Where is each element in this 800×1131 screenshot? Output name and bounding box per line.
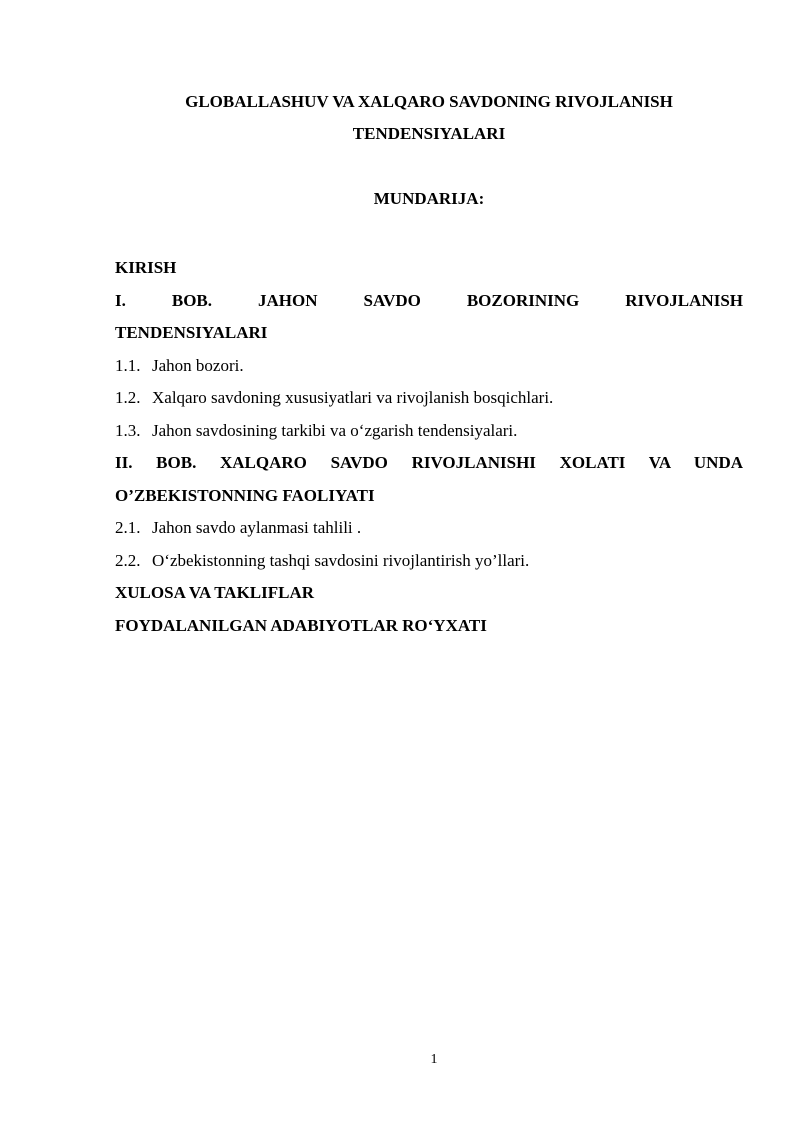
toc-section-title: Jahon bozori. bbox=[152, 355, 244, 375]
toc-item-section-1-3 bbox=[115, 415, 743, 448]
toc-section-number: 2.1. bbox=[115, 518, 141, 537]
toc-section-number: 2.2. bbox=[115, 550, 141, 570]
toc-item-chapter-1: I. BOB. JAHON SAVDO BOZORINING RIVOJLANISH bbox=[115, 290, 743, 310]
toc-item-chapter-2-continued: O’ZBEKISTONNING FAOLIYATI bbox=[115, 485, 375, 505]
contents-heading: MUNDARIJA: bbox=[373, 189, 485, 208]
toc-section-title: Jahon savdo aylanmasi tahlili . bbox=[152, 518, 362, 537]
toc-item-conclusion: XULOSA VA TAKLIFLAR bbox=[115, 583, 315, 602]
table-of-contents bbox=[115, 252, 743, 642]
toc-section-number: 1.2. bbox=[115, 388, 141, 407]
toc-item-section-1-2 bbox=[115, 382, 743, 415]
toc-section-title: Xalqaro savdoning xususiyatlari va rivojlanish bosqichlari. bbox=[152, 388, 554, 407]
toc-section-title: Jahon savdosining tarkibi va o‘zgarish tendensiyalari. bbox=[152, 420, 518, 440]
document-title bbox=[115, 86, 743, 150]
document-title-line-1: GLOBALLASHUV VA XALQARO SAVDONING RIVOJLANISH bbox=[185, 92, 673, 111]
toc-section-title: O‘zbekistonning tashqi savdosini rivojlantirish yo’llari. bbox=[152, 550, 530, 570]
toc-item-introduction: KIRISH bbox=[115, 258, 177, 277]
toc-item-section-2-2 bbox=[115, 545, 743, 578]
page-number: 1 bbox=[430, 1052, 438, 1067]
toc-item-references: FOYDALANILGAN ADABIYOTLAR RO‘YXATI bbox=[115, 615, 487, 635]
toc-item-section-1-1 bbox=[115, 350, 743, 383]
toc-item-chapter-1-continued: TENDENSIYALARI bbox=[115, 323, 268, 342]
document-title-line-2: TENDENSIYALARI bbox=[352, 124, 506, 143]
toc-item-section-2-1 bbox=[115, 512, 743, 545]
toc-section-number: 1.1. bbox=[115, 355, 141, 375]
toc-section-number: 1.3. bbox=[115, 420, 141, 440]
toc-item-chapter-2: II. BOB. XALQARO SAVDO RIVOJLANISHI XOLATI VA UNDA bbox=[115, 453, 743, 472]
